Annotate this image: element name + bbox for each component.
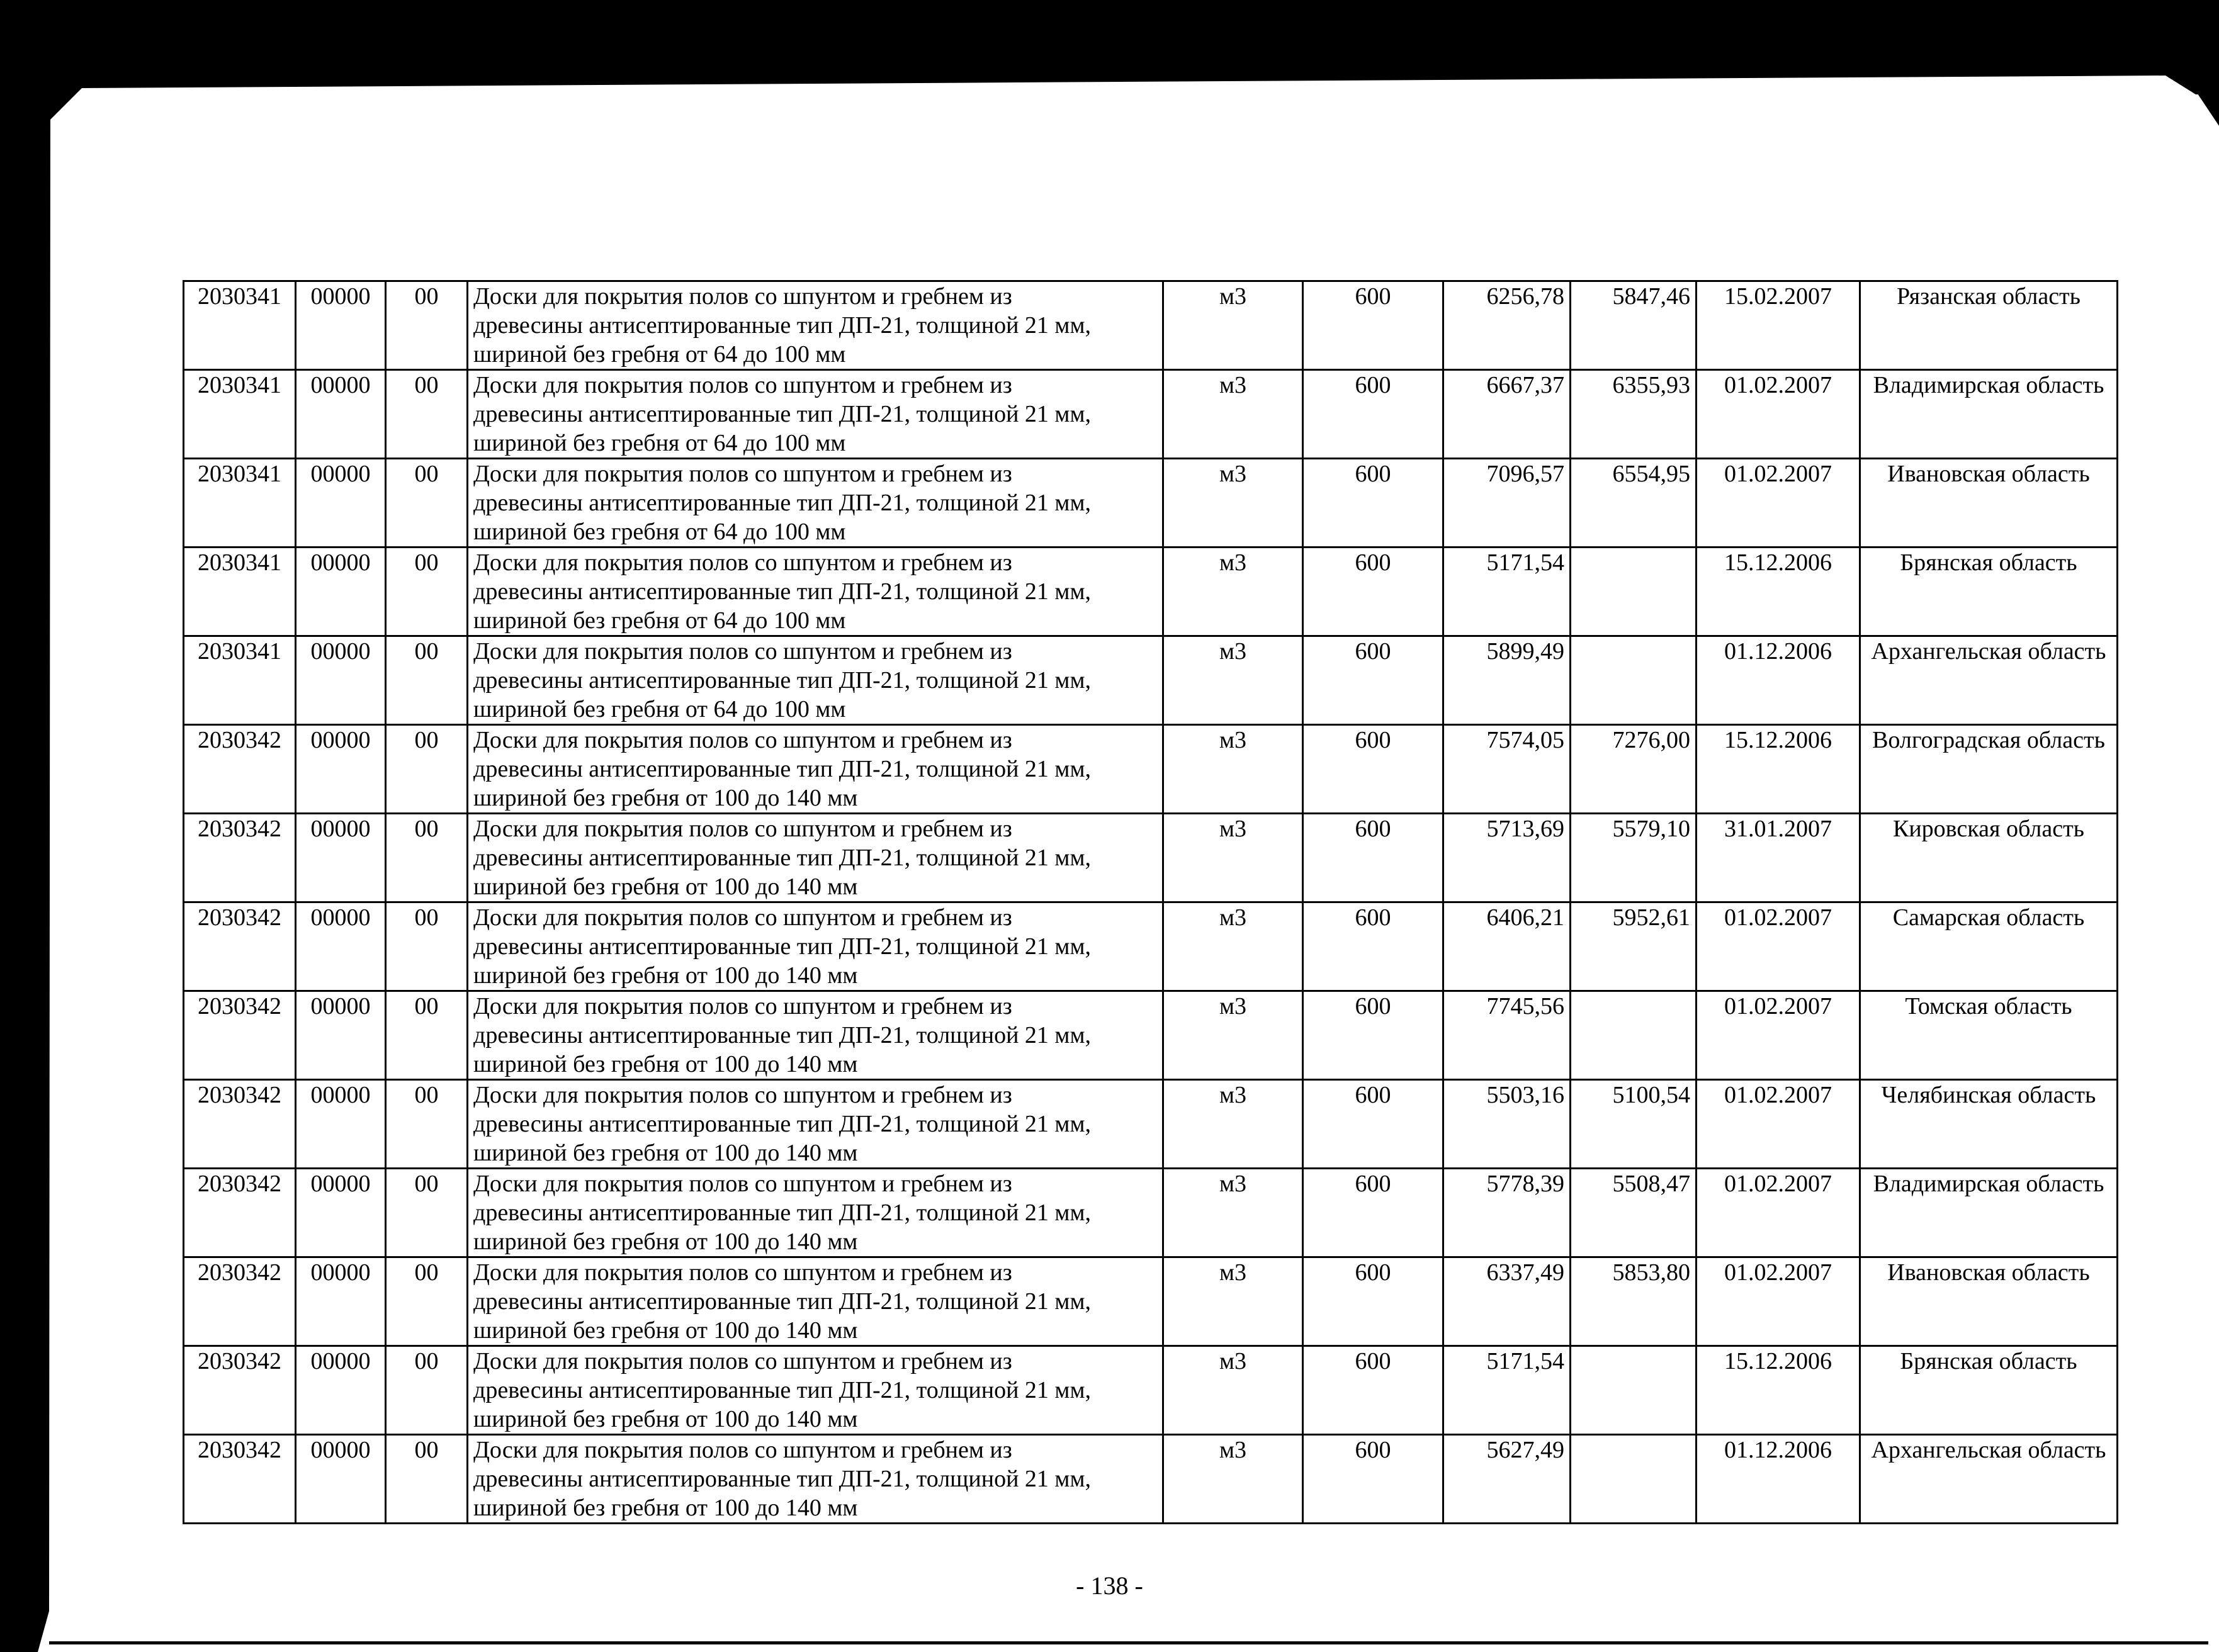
price-cell: 7745,56 [1443,991,1571,1080]
name-cell [468,548,1163,636]
name-line: древесины антисептированные тип ДП-21, толщиной 21 мм, [473,578,1092,605]
date-cell: 15.12.2006 [1697,548,1860,636]
region-cell: Самарская область [1860,902,2118,991]
name-line: древесины антисептированные тип ДП-21, толщиной 21 мм, [473,845,1092,871]
region-cell: Брянская область [1860,548,2118,636]
table-row [184,1257,2118,1346]
name-line: Доски для покрытия полов со шпунтом и гребнем из [473,1259,1012,1286]
name-cell [468,1257,1163,1346]
date-cell: 15.12.2006 [1697,725,1860,814]
name-cell [468,1346,1163,1435]
name-line: древесины антисептированные тип ДП-21, толщиной 21 мм, [473,401,1092,427]
unit-cell: м3 [1163,725,1303,814]
scan-corner-right [2194,88,2219,126]
table-row [184,636,2118,725]
name-line: древесины антисептированные тип ДП-21, толщиной 21 мм, [473,1111,1092,1137]
subcode-cell: 00000 [296,636,386,725]
extcode-cell: 00 [386,636,468,725]
quantity-cell: 600 [1303,725,1443,814]
name-line: Доски для покрытия полов со шпунтом и гребнем из [473,816,1012,842]
unit-cell: м3 [1163,1080,1303,1169]
subcode-cell: 00000 [296,1169,386,1257]
name-line: древесины антисептированные тип ДП-21, толщиной 21 мм, [473,1022,1092,1048]
table-row [184,1435,2118,1524]
price-alt-cell: 5508,47 [1571,1169,1697,1257]
name-cell [468,725,1163,814]
name-line: шириной без гребня от 100 до 140 мм [473,962,858,989]
extcode-cell: 00 [386,1169,468,1257]
price-cell: 5503,16 [1443,1080,1571,1169]
subcode-cell: 00000 [296,548,386,636]
name-line: древесины антисептированные тип ДП-21, толщиной 21 мм, [473,1288,1092,1315]
code-cell: 2030341 [184,636,296,725]
price-alt-cell [1571,991,1697,1080]
price-cell: 6337,49 [1443,1257,1571,1346]
quantity-cell: 600 [1303,902,1443,991]
table-row [184,1346,2118,1435]
date-cell: 01.02.2007 [1697,459,1860,548]
price-alt-cell: 5847,46 [1571,281,1697,370]
price-alt-cell: 5952,61 [1571,902,1697,991]
code-cell: 2030342 [184,902,296,991]
subcode-cell: 00000 [296,459,386,548]
name-cell [468,991,1163,1080]
extcode-cell: 00 [386,1257,468,1346]
name-cell [468,281,1163,370]
price-alt-cell: 6554,95 [1571,459,1697,548]
date-cell: 01.02.2007 [1697,991,1860,1080]
date-cell: 01.12.2006 [1697,636,1860,725]
code-cell: 2030342 [184,1257,296,1346]
region-cell: Брянская область [1860,1346,2118,1435]
name-line: Доски для покрытия полов со шпунтом и гребнем из [473,1171,1012,1197]
name-line: Доски для покрытия полов со шпунтом и гребнем из [473,283,1012,310]
code-cell: 2030341 [184,281,296,370]
unit-cell: м3 [1163,1257,1303,1346]
name-line: Доски для покрытия полов со шпунтом и гребнем из [473,638,1012,665]
code-cell: 2030342 [184,814,296,902]
extcode-cell: 00 [386,902,468,991]
table-row [184,548,2118,636]
extcode-cell: 00 [386,1346,468,1435]
price-alt-cell: 6355,93 [1571,370,1697,459]
code-cell: 2030342 [184,1346,296,1435]
price-alt-cell [1571,1346,1697,1435]
name-line: древесины антисептированные тип ДП-21, толщиной 21 мм, [473,1466,1092,1492]
subcode-cell: 00000 [296,281,386,370]
name-cell [468,1169,1163,1257]
code-cell: 2030342 [184,725,296,814]
price-cell: 6406,21 [1443,902,1571,991]
region-cell: Рязанская область [1860,281,2118,370]
name-line: шириной без гребня от 100 до 140 мм [473,1495,858,1521]
price-alt-cell: 7276,00 [1571,725,1697,814]
name-line: древесины антисептированные тип ДП-21, толщиной 21 мм, [473,667,1092,694]
price-cell: 6667,37 [1443,370,1571,459]
name-line: Доски для покрытия полов со шпунтом и гребнем из [473,461,1012,487]
name-line: Доски для покрытия полов со шпунтом и гребнем из [473,372,1012,398]
name-line: шириной без гребня от 64 до 100 мм [473,341,846,368]
region-cell: Ивановская область [1860,459,2118,548]
price-cell: 5171,54 [1443,1346,1571,1435]
subcode-cell: 00000 [296,725,386,814]
subcode-cell: 00000 [296,902,386,991]
unit-cell: м3 [1163,991,1303,1080]
region-cell: Архангельская область [1860,636,2118,725]
price-cell: 5899,49 [1443,636,1571,725]
quantity-cell: 600 [1303,814,1443,902]
subcode-cell: 00000 [296,1257,386,1346]
price-alt-cell: 5579,10 [1571,814,1697,902]
unit-cell: м3 [1163,902,1303,991]
quantity-cell: 600 [1303,1169,1443,1257]
name-line: Доски для покрытия полов со шпунтом и гребнем из [473,904,1012,931]
region-cell: Волгоградская область [1860,725,2118,814]
name-line: Доски для покрытия полов со шпунтом и гребнем из [473,993,1012,1020]
quantity-cell: 600 [1303,548,1443,636]
name-line: Доски для покрытия полов со шпунтом и гребнем из [473,1437,1012,1463]
region-cell: Архангельская область [1860,1435,2118,1524]
region-cell: Ивановская область [1860,1257,2118,1346]
quantity-cell: 600 [1303,1435,1443,1524]
price-cell: 5778,39 [1443,1169,1571,1257]
extcode-cell: 00 [386,370,468,459]
quantity-cell: 600 [1303,1257,1443,1346]
unit-cell: м3 [1163,1346,1303,1435]
region-cell: Челябинская область [1860,1080,2118,1169]
unit-cell: м3 [1163,814,1303,902]
name-line: древесины антисептированные тип ДП-21, толщиной 21 мм, [473,756,1092,782]
extcode-cell: 00 [386,548,468,636]
code-cell: 2030342 [184,1080,296,1169]
name-line: шириной без гребня от 100 до 140 мм [473,785,858,811]
region-cell: Владимирская область [1860,370,2118,459]
date-cell: 01.02.2007 [1697,1169,1860,1257]
price-alt-cell [1571,548,1697,636]
scan-border-bottom [49,1641,2208,1644]
price-cell: 5171,54 [1443,548,1571,636]
extcode-cell: 00 [386,725,468,814]
name-line: Доски для покрытия полов со шпунтом и гребнем из [473,727,1012,753]
price-cell: 5627,49 [1443,1435,1571,1524]
unit-cell: м3 [1163,636,1303,725]
table-row [184,814,2118,902]
unit-cell: м3 [1163,1435,1303,1524]
name-line: шириной без гребня от 64 до 100 мм [473,519,846,545]
name-line: шириной без гребня от 64 до 100 мм [473,607,846,634]
table-row [184,902,2118,991]
price-alt-cell [1571,636,1697,725]
date-cell: 01.12.2006 [1697,1435,1860,1524]
subcode-cell: 00000 [296,1346,386,1435]
quantity-cell: 600 [1303,459,1443,548]
table-row [184,1169,2118,1257]
name-cell [468,370,1163,459]
scan-border-top [0,0,2219,94]
date-cell: 01.02.2007 [1697,902,1860,991]
name-line: Доски для покрытия полов со шпунтом и гребнем из [473,549,1012,576]
date-cell: 15.12.2006 [1697,1346,1860,1435]
subcode-cell: 00000 [296,1435,386,1524]
date-cell: 01.02.2007 [1697,1257,1860,1346]
name-line: шириной без гребня от 100 до 140 мм [473,1140,858,1166]
name-line: древесины антисептированные тип ДП-21, толщиной 21 мм, [473,1377,1092,1403]
name-line: шириной без гребня от 100 до 140 мм [473,1406,858,1432]
extcode-cell: 00 [386,1435,468,1524]
extcode-cell: 00 [386,281,468,370]
price-alt-cell [1571,1435,1697,1524]
code-cell: 2030341 [184,370,296,459]
price-cell: 6256,78 [1443,281,1571,370]
price-cell: 5713,69 [1443,814,1571,902]
table-row [184,1080,2118,1169]
quantity-cell: 600 [1303,1346,1443,1435]
name-line: древесины антисептированные тип ДП-21, толщиной 21 мм, [473,1200,1092,1226]
table-body [184,281,2118,1524]
name-line: шириной без гребня от 100 до 140 мм [473,1051,858,1077]
quantity-cell: 600 [1303,991,1443,1080]
unit-cell: м3 [1163,281,1303,370]
name-line: Доски для покрытия полов со шпунтом и гребнем из [473,1348,1012,1374]
price-cell: 7096,57 [1443,459,1571,548]
name-line: шириной без гребня от 100 до 140 мм [473,1317,858,1344]
region-cell: Томская область [1860,991,2118,1080]
unit-cell: м3 [1163,370,1303,459]
code-cell: 2030342 [184,1169,296,1257]
quantity-cell: 600 [1303,1080,1443,1169]
quantity-cell: 600 [1303,281,1443,370]
name-cell [468,459,1163,548]
subcode-cell: 00000 [296,370,386,459]
subcode-cell: 00000 [296,1080,386,1169]
extcode-cell: 00 [386,814,468,902]
code-cell: 2030342 [184,1435,296,1524]
date-cell: 01.02.2007 [1697,370,1860,459]
code-cell: 2030342 [184,991,296,1080]
page-number: - 138 - [1076,1571,1143,1600]
extcode-cell: 00 [386,991,468,1080]
date-cell: 31.01.2007 [1697,814,1860,902]
price-table [183,280,2118,1524]
quantity-cell: 600 [1303,370,1443,459]
unit-cell: м3 [1163,1169,1303,1257]
table-row [184,991,2118,1080]
region-cell: Владимирская область [1860,1169,2118,1257]
code-cell: 2030341 [184,548,296,636]
name-line: шириной без гребня от 100 до 140 мм [473,874,858,900]
extcode-cell: 00 [386,1080,468,1169]
name-line: древесины антисептированные тип ДП-21, толщиной 21 мм, [473,933,1092,960]
name-line: древесины антисептированные тип ДП-21, толщиной 21 мм, [473,490,1092,516]
name-line: шириной без гребня от 64 до 100 мм [473,696,846,722]
table-row [184,370,2118,459]
name-cell [468,902,1163,991]
name-line: древесины антисептированные тип ДП-21, толщиной 21 мм, [473,312,1092,339]
region-cell: Кировская область [1860,814,2118,902]
extcode-cell: 00 [386,459,468,548]
subcode-cell: 00000 [296,991,386,1080]
name-cell [468,814,1163,902]
code-cell: 2030341 [184,459,296,548]
name-cell [468,1435,1163,1524]
name-line: Доски для покрытия полов со шпунтом и гребнем из [473,1082,1012,1108]
name-line: шириной без гребня от 64 до 100 мм [473,430,846,456]
price-alt-cell: 5100,54 [1571,1080,1697,1169]
quantity-cell: 600 [1303,636,1443,725]
unit-cell: м3 [1163,459,1303,548]
date-cell: 15.02.2007 [1697,281,1860,370]
name-cell [468,1080,1163,1169]
name-line: шириной без гребня от 100 до 140 мм [473,1228,858,1255]
table-row [184,459,2118,548]
scan-border-left [0,0,82,1652]
date-cell: 01.02.2007 [1697,1080,1860,1169]
table-row [184,281,2118,370]
subcode-cell: 00000 [296,814,386,902]
table-row [184,725,2118,814]
unit-cell: м3 [1163,548,1303,636]
price-cell: 7574,05 [1443,725,1571,814]
price-alt-cell: 5853,80 [1571,1257,1697,1346]
name-cell [468,636,1163,725]
